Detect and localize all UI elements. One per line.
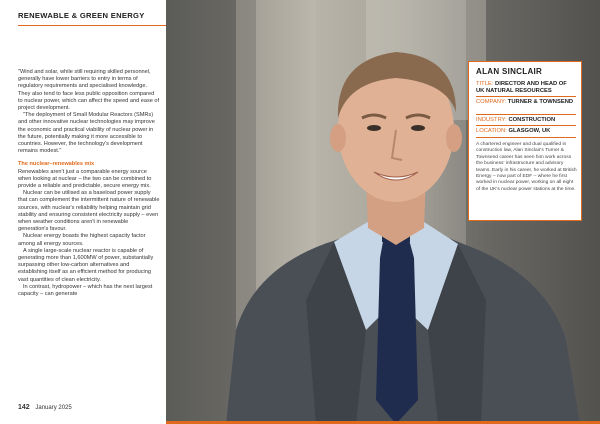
title-label: TITLE: <box>476 81 494 87</box>
body-paragraph: In contrast, hydropower – which has the next largest capacity – can generate <box>18 283 153 298</box>
profile-card <box>468 61 582 221</box>
quote-paragraph: "Wind and solar, while still requiring skilled personnel, generally have lower barriers to entry in terms of regulatory requirements and specialised knowledge. They also tend to face less public opposition compared to nuclear power, which can affect the speed and ease of project development. <box>18 69 160 112</box>
divider <box>476 137 576 138</box>
industry-label: INDUSTRY: <box>476 117 507 123</box>
title-value: DIRECTOR AND HEAD OF UK NATURAL RESOURCES <box>476 81 567 94</box>
body-paragraph: Renewables aren't just a comparable energy source when looking at nuclear – the two can be combined to provide a reliable and predictable, secure energy mix. <box>18 168 152 190</box>
article-subhead: The nuclear–renewables mix <box>18 161 95 168</box>
profile-title-row <box>476 81 576 95</box>
profile-company-row <box>476 99 576 106</box>
section-title: RENEWABLE & GREEN ENERGY <box>18 11 145 20</box>
divider <box>476 114 576 115</box>
issue-date: January 2025 <box>35 405 72 411</box>
body-paragraph: Nuclear can be utilised as a baseload power supply that can complement the intermittent nature of renewable sources, with nuclear's reliability helping maintain grid stability and ensuring consistent electricity supply – even when weather conditions aren't in renewable generation's favour. <box>18 190 160 233</box>
article-body <box>18 69 160 298</box>
body-paragraph: A single large-scale nuclear reactor is capable of generating more than 1,600MW of power, substantially surpassing other low-carbon alternatives and establishing itself as an efficient method for producing vast quantities of clean electricity. <box>18 247 154 283</box>
company-value: TURNER & TOWNSEND <box>507 99 574 105</box>
divider <box>476 96 576 97</box>
page-footer <box>18 404 72 411</box>
profile-name: ALAN SINCLAIR <box>476 67 543 76</box>
location-label: LOCATION: <box>476 128 507 134</box>
profile-location-row <box>476 128 576 135</box>
section-header <box>18 9 169 26</box>
profile-bio: A chartered engineer and dual qualified in construction law, Alan Sinclair's Turner & Townsend career has seen him work across the business' infrastructure and advisory teams. Early in his career, he worked at British Energy – now part of EDF – where he first worked in nuclear power, working on all eight of the UK's nuclear power stations at the time. <box>476 142 577 192</box>
divider <box>476 125 576 126</box>
page-number: 142 <box>18 404 30 411</box>
quote-paragraph: "The deployment of Small Modular Reactors (SMRs) and other innovative nuclear technologies may improve the economic and practical viability of nuclear power in the future, potentially making it more accessible to countries. However, the technology's development remains modest." <box>18 112 155 155</box>
profile-industry-row <box>476 117 576 124</box>
body-paragraph: Nuclear energy boasts the highest capacity factor among all energy sources. <box>18 233 146 247</box>
article-column <box>0 0 166 424</box>
industry-value: CONSTRUCTION <box>508 117 556 123</box>
company-label: COMPANY: <box>476 99 507 105</box>
location-value: GLASGOW, UK <box>508 128 551 134</box>
